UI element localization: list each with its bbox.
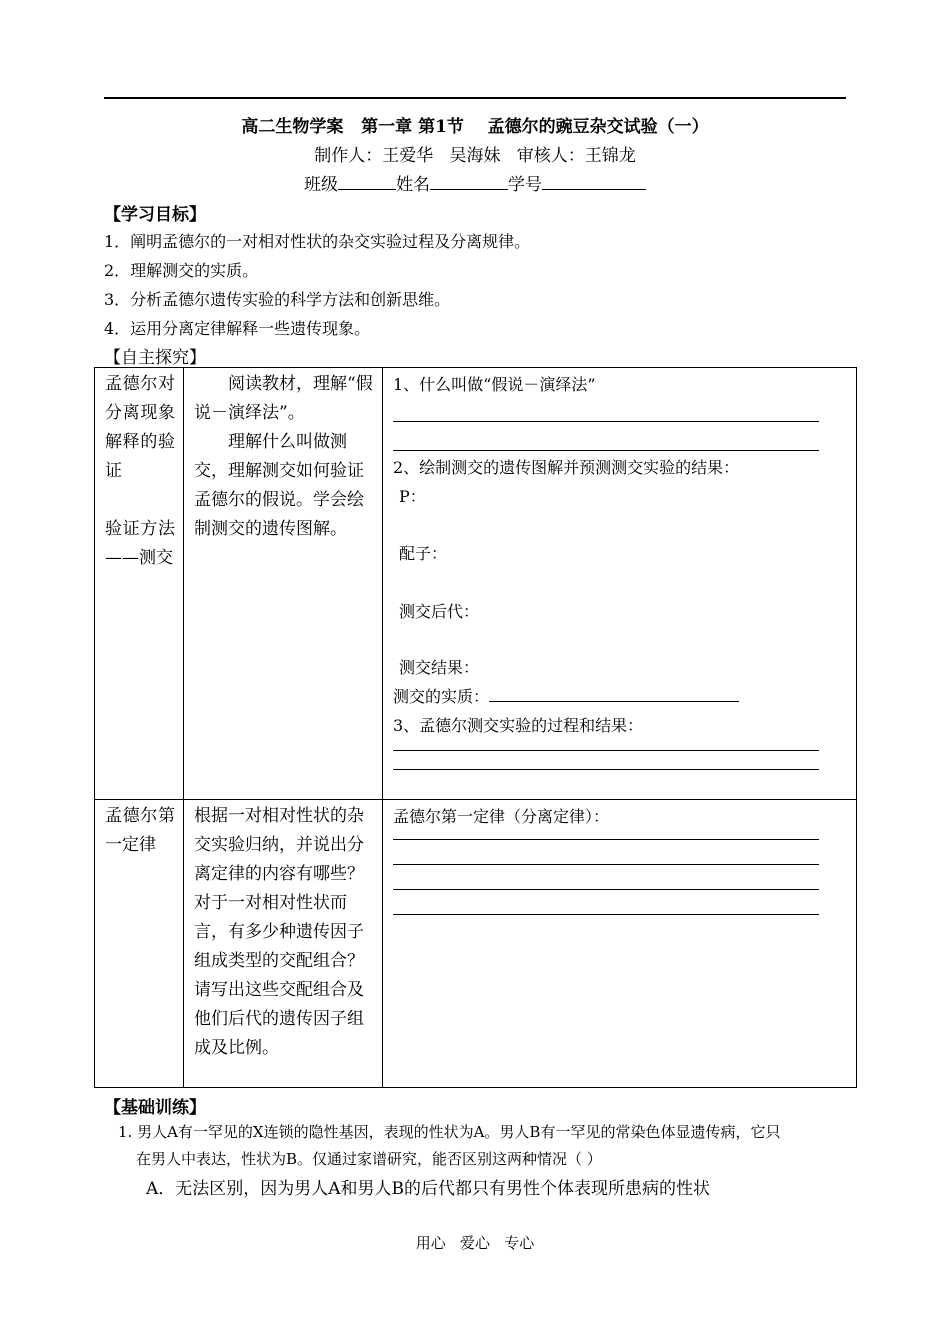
p-label: P： <box>399 487 426 506</box>
guide-text: 阅读教材，理解“假说－演绎法”。 <box>194 374 373 423</box>
answer-blank[interactable] <box>393 894 819 915</box>
objective-item: 3．分析孟德尔遗传实验的科学方法和创新思维。 <box>104 290 451 309</box>
law-label: 孟德尔第一定律（分离定律）： <box>393 807 610 826</box>
page-footer: 用心 爱心 专心 <box>415 1234 535 1252</box>
objective-item: 2．理解测交的实质。 <box>104 261 259 280</box>
question-text: 1. 男人A有一罕见的X连锁的隐性基因，表现的性状为A。男人B有一罕见的常染色体显遗传病，它只 <box>118 1123 781 1141</box>
class-blank[interactable] <box>338 173 396 190</box>
answer-blank[interactable] <box>393 740 819 751</box>
class-label: 班级 <box>304 175 338 195</box>
answer-blank[interactable] <box>393 869 819 890</box>
page-title: 高二生物学案 第一章 第1节 孟德尔的豌豆杂交试验（一） <box>241 117 709 137</box>
question-1: 1、什么叫做“假说－演绎法” <box>393 375 596 394</box>
training-heading: 【基础训练】 <box>104 1098 206 1118</box>
answer-blank[interactable] <box>393 844 819 865</box>
explore-heading: 【自主探究】 <box>104 348 206 368</box>
question-3: 3、孟德尔测交实验的过程和结果： <box>393 716 644 735</box>
explore-table <box>94 367 857 1088</box>
answer-cell <box>383 368 857 800</box>
topic-text: 验证方法——测交 <box>105 519 175 568</box>
option-a: A．无法区别，因为男人A和男人B的后代都只有男性个体表现所患病的性状 <box>146 1179 711 1199</box>
topic-cell <box>95 800 184 1088</box>
id-blank[interactable] <box>542 173 646 190</box>
topic-text: 孟德尔对分离现象解释的验证 <box>105 374 175 481</box>
top-rule <box>104 97 846 99</box>
id-label: 学号 <box>508 175 542 195</box>
guide-cell <box>184 368 383 800</box>
authors-line: 制作人：王爱华 吴海妹 审核人：王锦龙 <box>314 146 636 166</box>
answer-blank[interactable] <box>393 769 819 770</box>
topic-text: 孟德尔第一定律 <box>105 806 175 855</box>
objective-item: 4．运用分离定律解释一些遗传现象。 <box>104 319 371 338</box>
gamete-label: 配子： <box>399 544 448 563</box>
result-label: 测交结果： <box>399 658 480 677</box>
guide-cell <box>184 800 383 1088</box>
question-2: 2、绘制测交的遗传图解并预测测交实验的结果： <box>393 458 740 477</box>
essence-blank[interactable] <box>489 685 739 702</box>
table-row <box>95 368 857 800</box>
student-info-line <box>0 170 950 195</box>
answer-cell <box>383 800 857 1088</box>
table-row <box>95 800 857 1088</box>
name-blank[interactable] <box>430 173 508 190</box>
objective-item: 1．阐明孟德尔的一对相对性状的杂交实验过程及分离规律。 <box>104 232 531 251</box>
objectives-heading: 【学习目标】 <box>104 205 206 225</box>
answer-blank[interactable] <box>393 831 819 840</box>
offspring-label: 测交后代： <box>399 602 480 621</box>
guide-text: 根据一对相对性状的杂交实验归纳，并说出分离定律的内容有哪些？对于一对相对性状而言，有多少种遗传因子组成类型的交配组合？请写出这些交配组合及他们后代的遗传因子组成及比例。 <box>194 806 364 1058</box>
answer-blank[interactable] <box>393 399 819 422</box>
answer-blank[interactable] <box>393 428 819 451</box>
name-label: 姓名 <box>396 175 430 195</box>
guide-text: 理解什么叫做测交，理解测交如何验证孟德尔的假说。学会绘制测交的遗传图解。 <box>194 432 364 539</box>
question-text: 在男人中表达，性状为B。仅通过家谱研究，能否区别这两种情况（ ） <box>136 1150 602 1168</box>
essence-line: 测交的实质： <box>393 682 846 711</box>
topic-cell <box>95 368 184 800</box>
